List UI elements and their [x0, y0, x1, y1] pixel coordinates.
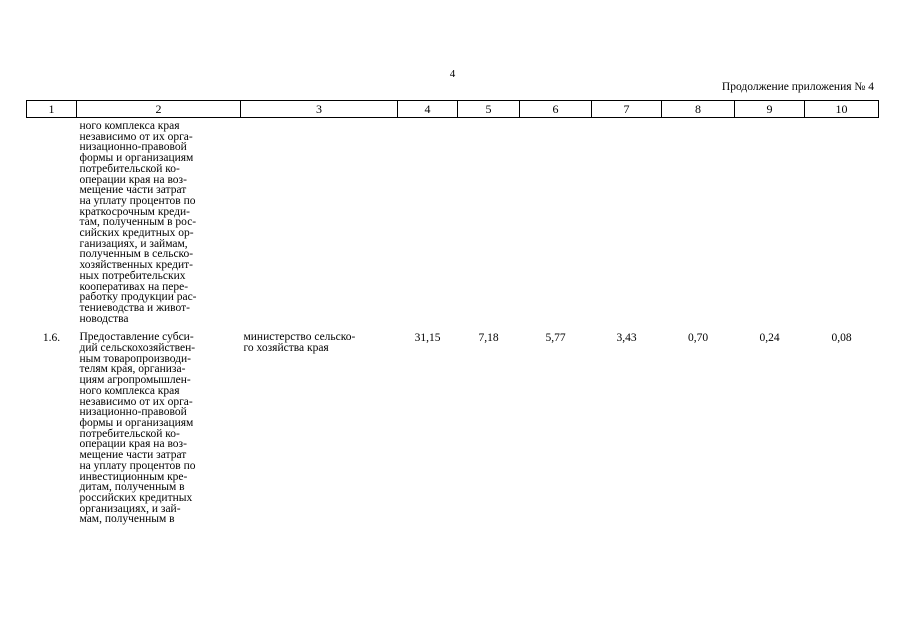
- text-line: ганизациях, и займам,: [79, 237, 188, 250]
- text-line: операции края на воз-: [79, 438, 187, 451]
- text-line: там, полученным в рос-: [79, 216, 197, 229]
- text-line: полученным в сельско-: [79, 248, 194, 261]
- text-line: на уплату процентов по: [79, 194, 196, 207]
- text-line: низационно-правовой: [79, 406, 187, 419]
- text-line: циям агропромышлен-: [79, 374, 191, 387]
- text-line: низационно-правовой: [79, 141, 187, 154]
- text-line: ным товаропроизводи-: [79, 352, 191, 365]
- text-line: потребительской ко-: [79, 427, 180, 440]
- column-header: 3: [241, 101, 398, 118]
- organization-cell: [241, 324, 398, 525]
- description-cell: [77, 118, 241, 325]
- value-cell-8: 0,70: [687, 332, 709, 345]
- row-number-cell: 1.6.: [42, 332, 61, 345]
- text-line: хозяйственных кредит-: [79, 259, 193, 272]
- organization-cell: [241, 118, 398, 325]
- text-line: ного комплекса края: [79, 120, 180, 132]
- column-header: 7: [592, 101, 662, 118]
- row-number-cell: [27, 118, 77, 325]
- text-line: российских кредитных: [79, 491, 193, 504]
- page-number: 4: [449, 68, 456, 80]
- value-cell-4: 31,15: [414, 332, 441, 345]
- text-line: телям края, организа-: [79, 363, 186, 376]
- column-header: 5: [458, 101, 520, 118]
- column-header-row: [27, 101, 879, 118]
- column-header: 4: [398, 101, 458, 118]
- value-cell-7: 3,43: [616, 332, 637, 345]
- text-line: операции края на воз-: [79, 173, 187, 186]
- text-line: независимо от их орга-: [79, 395, 193, 408]
- table-row-1-6: [27, 324, 879, 525]
- text-line: Предоставление субси-: [79, 331, 194, 344]
- value-cell-9: 0,24: [759, 332, 780, 345]
- text-line: тениеводства и живот-: [79, 301, 190, 314]
- text-line: сийских кредитных ор-: [79, 227, 194, 240]
- text-line: краткосрочным креди-: [79, 205, 190, 218]
- text-line: потребительской ко-: [79, 162, 180, 175]
- text-line: инвестиционным кре-: [79, 470, 188, 483]
- text-line: го хозяйства края: [243, 342, 329, 355]
- column-header: 2: [77, 101, 241, 118]
- text-line: министерство сельско-: [243, 331, 356, 344]
- value-cell-5: 7,18: [478, 332, 499, 345]
- text-line: формы и организациям: [79, 152, 194, 165]
- column-header: 6: [520, 101, 592, 118]
- text-line: дитам, полученным в: [79, 481, 185, 494]
- text-line: ных потребительских: [79, 269, 186, 282]
- text-line: мещение части затрат: [79, 184, 187, 197]
- text-line: новодства: [79, 312, 129, 325]
- text-line: формы и организациям: [79, 416, 194, 429]
- continuation-label: Продолжение приложения № 4: [721, 81, 874, 93]
- column-header: 10: [805, 101, 879, 118]
- value-cell-6: 5,77: [545, 332, 566, 345]
- text-line: работку продукции рас-: [79, 291, 197, 304]
- value-cell-10: 0,08: [831, 332, 852, 345]
- column-header: 1: [27, 101, 77, 118]
- text-line: мам, полученным в: [79, 513, 175, 526]
- text-line: ного комплекса края: [79, 384, 180, 397]
- column-header: 9: [735, 101, 805, 118]
- text-line: на уплату процентов по: [79, 459, 196, 472]
- column-header: 8: [662, 101, 735, 118]
- description-cell: [77, 324, 241, 525]
- appendix-table: [26, 100, 879, 525]
- text-line: независимо от их орга-: [79, 130, 193, 143]
- text-line: дий сельскохозяйствен-: [79, 342, 196, 355]
- text-line: организациях, и зай-: [79, 502, 181, 515]
- text-line: мещение части затрат: [79, 449, 187, 462]
- table-row-continued: [27, 118, 879, 325]
- text-line: кооперативах на пере-: [79, 280, 189, 293]
